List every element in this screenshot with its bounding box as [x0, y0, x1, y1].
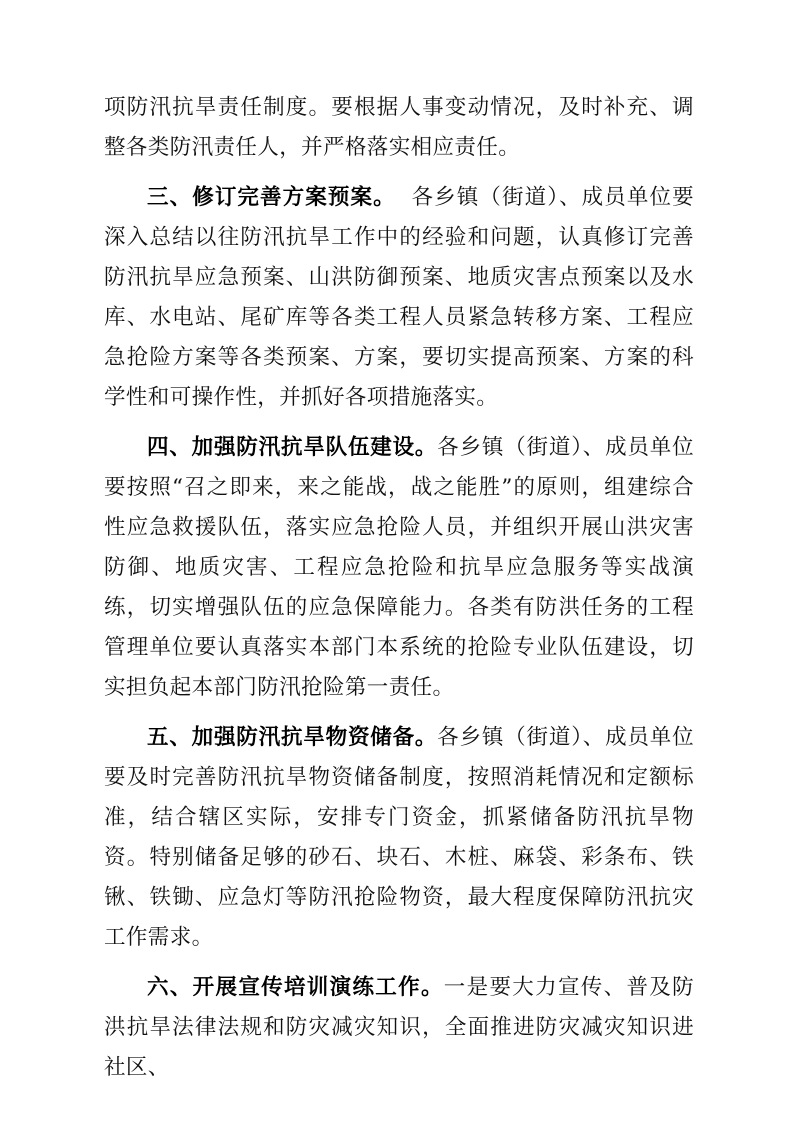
section-heading: 五、加强防汛抗旱物资储备。: [147, 725, 438, 750]
section-heading: 四、加强防汛抗旱队伍建设。: [147, 435, 438, 460]
paragraph-body: 各乡镇（街道）、成员单位要深入总结以往防汛抗旱工作中的经验和问题，认真修订完善防汛抗旱应急预案、山洪防御预案、地质灾害点预案以及水库、水电站、尾矿库等各类工程人员紧急转移方案、工程应急抢险方案等各类预案、方案，要切实提高预案、方案的科学性和可操作性，并抓好各项措施落实。: [104, 185, 695, 410]
paragraph-material-reserves: [104, 718, 694, 958]
section-heading: 三、修订完善方案预案。: [147, 185, 396, 210]
paragraph-body: 项防汛抗旱责任制度。要根据人事变动情况，及时补充、调整各类防汛责任人，并严格落实相应责任。: [104, 95, 694, 160]
section-heading: 六、开展宣传培训演练工作。: [147, 975, 444, 1000]
paragraph-team-building: [104, 428, 694, 708]
paragraph-continuation: [104, 88, 694, 168]
paragraph-body: 各乡镇（街道）、成员单位要及时完善防汛抗旱物资储备制度，按照消耗情况和定额标准，结合辖区实际，安排专门资金，抓紧储备防汛抗旱物资。特别储备足够的砂石、块石、木桩、麻袋、彩条布、铁锹、铁锄、应急灯等防汛抢险物资，最大程度保障防汛抗灾工作需求。: [104, 725, 694, 950]
paragraph-body: 一是要大力宣传、普及防洪抗旱法律法规和防灾减灾知识，全面推进防灾减灾知识进社区、: [104, 975, 694, 1080]
paragraph-publicity-training: [104, 968, 694, 1088]
paragraph-revise-plans: [104, 178, 694, 418]
document-page: [104, 88, 694, 1098]
paragraph-body: 各乡镇（街道）、成员单位要按照“召之即来，来之能战，战之能胜”的原则，组建综合性应急救援队伍，落实应急抢险人员，并组织开展山洪灾害防御、地质灾害、工程应急抢险和抗旱应急服务等实战演练，切实增强队伍的应急保障能力。各类有防洪任务的工程管理单位要认真落实本部门本系统的抢险专业队伍建设，切实担负起本部门防汛抢险第一责任。: [104, 435, 694, 700]
